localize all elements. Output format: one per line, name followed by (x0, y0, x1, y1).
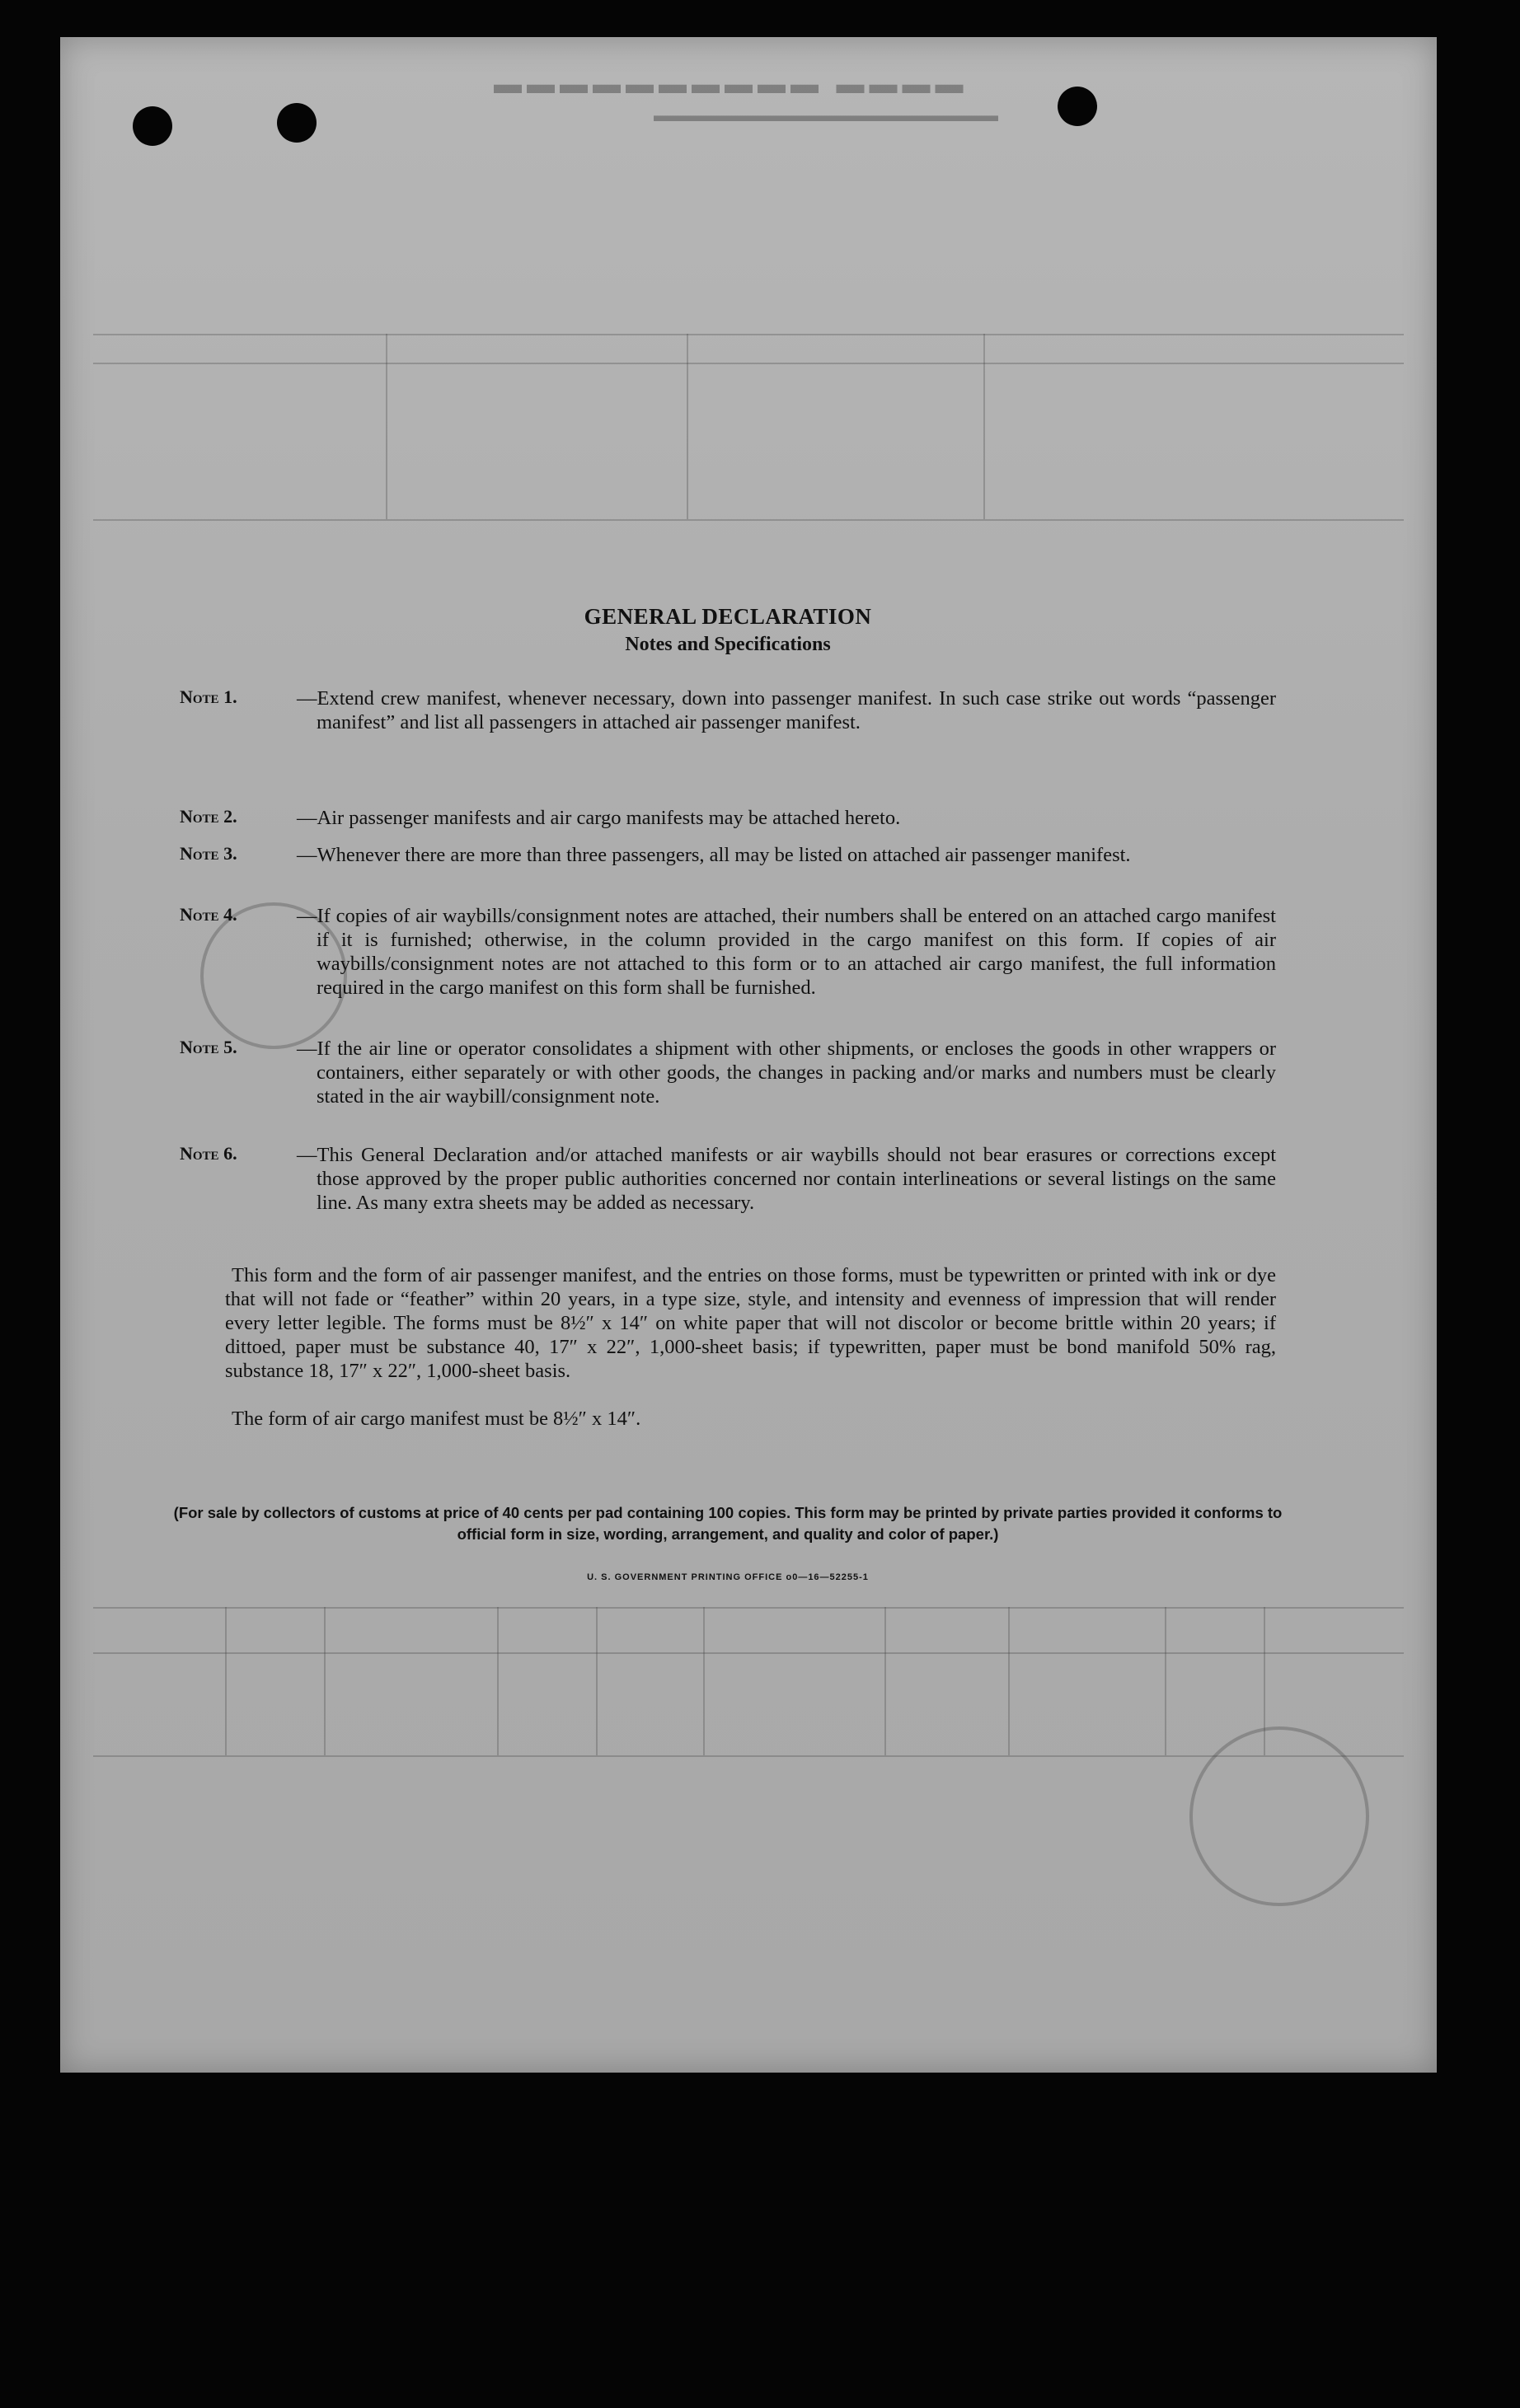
bleed-through-rule (324, 1607, 326, 1755)
bleed-through-rule (225, 1607, 227, 1755)
note-label: Note 6. (180, 1143, 237, 1164)
bleed-through-rule (93, 363, 1404, 364)
document-sheet (60, 37, 1437, 2073)
note-text: —If copies of air waybills/consignment notes are attached, their numbers shall be entered on an attached cargo manifest if it is furnished; otherwise, in the column provided in the cargo manifest on this form. If copies of air waybills/consignment notes are not attached to this form or to an attached air cargo manifest, the full information required in the cargo manifest on this form shall be furnished. (297, 905, 1276, 999)
note-label: Note 4. (180, 904, 237, 925)
bleed-through-stamp (1189, 1726, 1369, 1906)
bleed-through-rule (1008, 1607, 1010, 1755)
bleed-through-rule (596, 1607, 598, 1755)
note-text: —If the air line or operator consolidates a shipment with other shipments, or encloses the goods in other wrappers or containers, either separately or with other goods, the changes in packing and/or marks and numbers must be clearly stated in the air waybill/consignment note. (297, 1038, 1276, 1108)
note-text: —Extend crew manifest, whenever necessary, down into passenger manifest. In such case strike out words “passenger manifest” and list all passengers in attached air passenger manifest. (297, 687, 1276, 733)
bleed-through-heading: ▬▬▬▬ ▬▬▬▬▬▬▬▬▬▬ (489, 68, 964, 100)
bleed-through-rule (93, 1755, 1404, 1757)
declaration-subtitle: Notes and Specifications (625, 634, 831, 655)
note-label: Note 3. (180, 843, 237, 864)
bleed-through-rule (93, 334, 1404, 335)
declaration-title: GENERAL DECLARATION (584, 604, 872, 629)
bleed-through-rule (983, 334, 985, 519)
bleed-through-rule (93, 519, 1404, 521)
bleed-through-rule (1165, 1607, 1166, 1755)
note-text: —Air passenger manifests and air cargo manifests may be attached hereto. (297, 807, 901, 829)
punch-hole-right (1058, 87, 1097, 126)
bleed-through-rule (687, 334, 688, 519)
note-label: Note 2. (180, 806, 237, 827)
punch-hole-center (277, 103, 317, 143)
bleed-through-rule (93, 1607, 1404, 1609)
bleed-through-rule (884, 1607, 886, 1755)
note-label: Note 1. (180, 686, 237, 707)
note-label: Note 5. (180, 1037, 237, 1057)
bleed-through-rule (497, 1607, 499, 1755)
punch-hole-left (133, 106, 172, 146)
note-text: —Whenever there are more than three passengers, all may be listed on attached air passenger manifest. (297, 844, 1131, 866)
bleed-through-rule (386, 334, 387, 519)
bleed-through-rule (703, 1607, 705, 1755)
bleed-through-rule (93, 1652, 1404, 1654)
form-specification-paragraph: This form and the form of air passenger manifest, and the entries on those forms, must be typewritten or printed with ink or dye that will not fade or “feather” within 20 years, in a type size, style, and intensity and evenness of impression that will render every letter legible. The forms must be 8½″ x 14″ on white paper that will not discolor or become brittle within 20 years; if dittoed, paper must be substance 40, 17″ x 22″, 1,000-sheet basis; if typewritten, paper must be bond manifold 50% rag, substance 18, 17″ x 22″, 1,000-sheet basis. (225, 1264, 1276, 1382)
cargo-manifest-size-line: The form of air cargo manifest must be 8½″ x 14″. (232, 1408, 641, 1430)
printing-office-imprint: U. S. GOVERNMENT PRINTING OFFICE o0—16—52255-1 (587, 1572, 869, 1582)
sale-notice: (For sale by collectors of customs at price of 40 cents per pad containing 100 copies. This form may be printed by private parties provided it conforms to official form in size, wording, arrangement, and quality and color of paper.) (173, 1504, 1283, 1543)
bleed-through-subheading: ▬▬▬▬▬▬▬▬▬▬▬▬▬▬▬▬▬▬▬ (654, 105, 998, 125)
note-text: —This General Declaration and/or attached manifests or air waybills should not bear erasures or corrections except those approved by the proper public authorities concerned nor contain interlineations or several listings on the same line. As many extra sheets may be added as necessary. (297, 1144, 1276, 1214)
